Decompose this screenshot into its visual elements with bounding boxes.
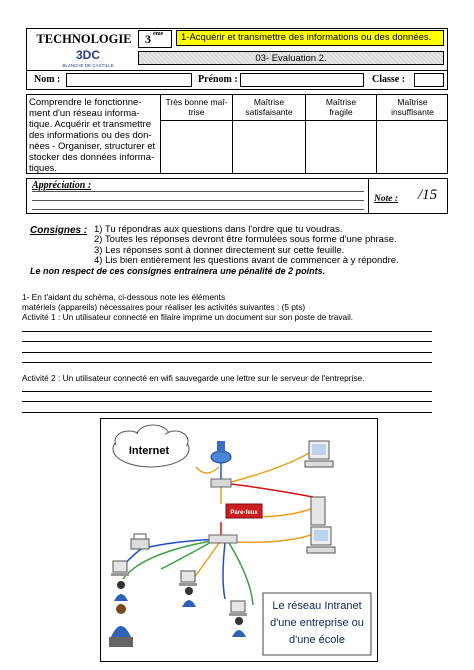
classe-label: Classe :	[372, 74, 406, 85]
answer-line[interactable]	[22, 362, 432, 363]
appreciation-line[interactable]	[32, 191, 364, 192]
question-intro-line: 1- En t'aidant du schéma, ci-dessous note les éléments	[22, 292, 226, 302]
evaluation-title	[138, 51, 444, 65]
workstation-icon	[229, 601, 247, 637]
classe-field[interactable]	[414, 73, 444, 87]
firewall-label: Pare-feux	[230, 510, 258, 516]
question-intro-line: matériels (appareils) nécessaires pour réaliser les activités suivantes : (5 pts)	[22, 302, 306, 312]
answer-line[interactable]	[22, 391, 432, 392]
note-label: Note :	[374, 194, 399, 204]
logo-icon	[60, 46, 116, 68]
nom-field[interactable]	[66, 73, 192, 87]
switch-icon	[211, 479, 231, 487]
diagram-caption	[263, 593, 371, 655]
answer-line[interactable]	[22, 401, 432, 402]
internet-cloud-icon	[113, 425, 189, 467]
consigne-item: 1) Tu répondras aux questions dans l'ordre que tu voudras.	[94, 224, 343, 235]
note-value: /15	[418, 187, 438, 203]
user-icon	[109, 604, 133, 647]
competence-line: des informations ou des don-	[29, 130, 152, 141]
logo-subtitle: BLANCHE DE CASTILLE	[62, 63, 114, 68]
caption-line: d'une entreprise ou	[270, 617, 364, 629]
level-satisfying: Maîtrise satisfaisante	[245, 97, 293, 117]
competence-line: Comprendre le fonctionne-	[29, 97, 142, 108]
printer-icon	[131, 534, 149, 549]
answer-line[interactable]	[22, 331, 432, 332]
consignes-list	[94, 225, 444, 267]
network-diagram	[100, 418, 378, 662]
question-intro	[22, 292, 442, 322]
subject-title: TECHNOLOGIE	[36, 32, 132, 46]
caption-line: Le réseau Intranet	[272, 600, 362, 612]
level-box	[138, 30, 172, 48]
module-title-text: 1-Acquérir et transmettre des informations ou des données.	[181, 32, 432, 43]
activity-2: Activité 2 : Un utilisateur connecté en wifi sauvegarde une lettre sur le serveur de l'entreprise.	[22, 373, 365, 383]
competence-line: tiques.	[29, 163, 57, 174]
level-insufficient: Maîtrise insuffisante	[391, 97, 434, 117]
server-icon	[307, 527, 335, 553]
school-logo	[60, 46, 116, 68]
answer-line[interactable]	[22, 352, 432, 353]
competence-line: ment d'un réseau informa-	[29, 108, 140, 119]
level-fragile: Maîtrise fragile	[325, 97, 357, 117]
firewall-icon	[226, 504, 262, 518]
web-server-icon	[305, 441, 333, 467]
level-suffix: ème	[153, 31, 164, 37]
activity-1: Activité 1 : Un utilisateur connecté en filaire imprime un document sur son poste de travail.	[22, 312, 354, 322]
answer-line[interactable]	[22, 412, 432, 413]
consignes-label: Consignes :	[30, 225, 88, 236]
prenom-field[interactable]	[240, 73, 364, 87]
prenom-label: Prénom :	[198, 74, 238, 85]
router-icon	[211, 441, 231, 463]
appreciation-label: Appréciation :	[32, 180, 92, 191]
appreciation-line[interactable]	[32, 200, 364, 201]
workstation-icon	[111, 561, 129, 601]
logo-mark: 3DC	[75, 48, 101, 62]
consigne-item: 4) Lis bien entièrement les questions avant de commencer à y répondre.	[94, 255, 399, 267]
server-tower-icon	[311, 497, 325, 525]
competence-description	[29, 97, 159, 174]
consigne-item: 3) Les réponses sont à donner directement sur cette feuille.	[94, 244, 345, 256]
competence-line: stocker des données informa-	[29, 152, 155, 163]
hub-icon	[209, 535, 237, 543]
competence-line: tique. Acquérir et transmettre	[29, 119, 151, 130]
level-number: 3	[145, 32, 151, 46]
answer-line[interactable]	[22, 341, 432, 342]
consigne-item: 2) Toutes les réponses devront être formulées sous forme d'une phrase.	[94, 234, 397, 246]
appreciation-line[interactable]	[32, 209, 364, 210]
penalty-warning: Le non respect de ces consignes entrainera une pénalité de 2 points.	[30, 266, 326, 276]
network-diagram-svg	[101, 419, 378, 662]
workstation-icon	[179, 571, 197, 607]
caption-line: d'une école	[289, 634, 345, 646]
nom-label: Nom :	[34, 74, 61, 85]
internet-label: Internet	[128, 445, 170, 457]
level-very-good: Très bonne maî- trise	[165, 97, 228, 117]
module-title	[176, 30, 444, 46]
competence-line: nées - Organiser, structurer et	[29, 141, 156, 152]
evaluation-title-text: 03- Evaluation 2.	[255, 53, 327, 64]
